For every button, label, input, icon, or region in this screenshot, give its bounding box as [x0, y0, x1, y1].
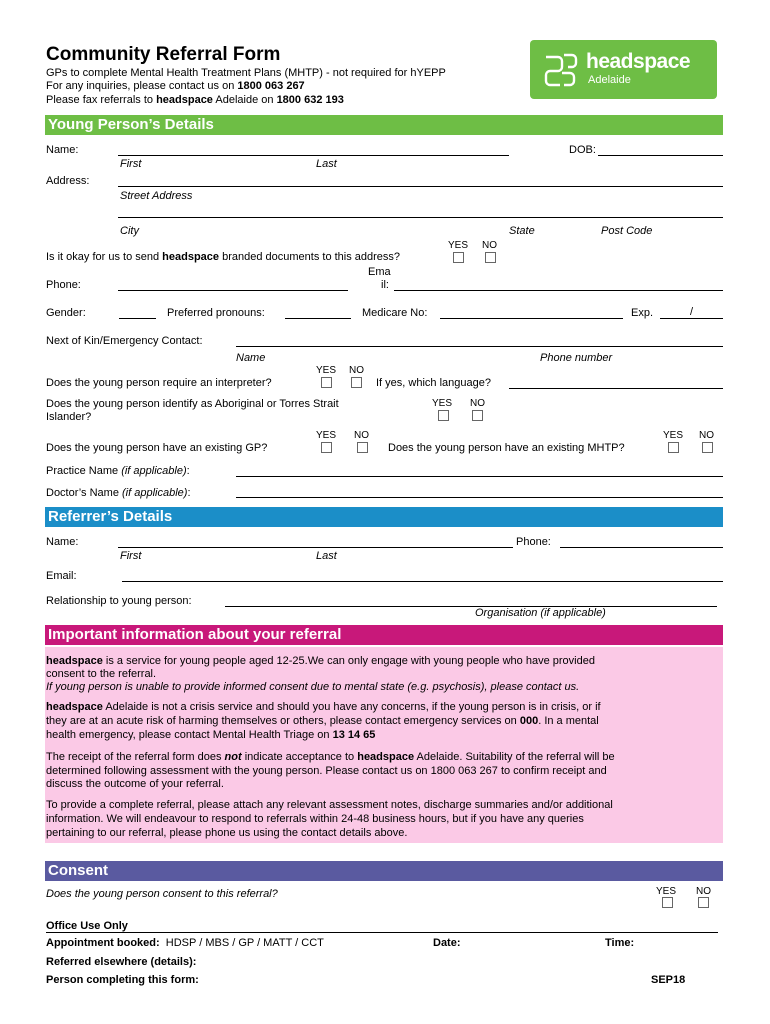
yp-dob-label: DOB: [569, 144, 596, 156]
practice-field[interactable] [236, 476, 723, 477]
nok-field[interactable] [236, 346, 723, 347]
page-title: Community Referral Form [46, 44, 281, 65]
section-young-person: Young Person’s Details [45, 115, 723, 135]
headspace-logo-icon [540, 51, 580, 89]
yp-street-label: Street Address [120, 190, 193, 202]
section-important-info: Important information about your referral [45, 625, 723, 645]
consent-yes-checkbox[interactable] [662, 897, 673, 908]
info-p4-line1: To provide a complete referral, please attach any relevant assessment notes, discharge summaries and/or additional [46, 799, 613, 811]
office-time-label: Time: [605, 937, 635, 949]
office-person-label: Person completing this form: [46, 974, 199, 986]
yp-gender-label: Gender: [46, 307, 86, 319]
ref-name-field[interactable] [118, 547, 513, 548]
info-p4-line2: information. We will endeavour to respond to referrals within 24-48 business hours, but if you have any queries [46, 813, 584, 825]
office-use-title: Office Use Only [46, 920, 128, 932]
gp-yes-checkbox[interactable] [321, 442, 332, 453]
nok-name-label: Name [236, 352, 266, 364]
ref-phone-field[interactable] [560, 547, 723, 548]
atsi-no-label: NO [470, 398, 485, 409]
office-referred-label: Referred elsewhere (details): [46, 956, 197, 968]
info-p2-line1: headspace Adelaide is not a crisis service and should you have any concerns, if the young person is in crisis, or if [46, 701, 601, 713]
interp-yes-label: YES [316, 365, 337, 376]
section-consent: Consent [45, 861, 723, 881]
yp-medicare-field[interactable] [440, 318, 623, 319]
mhtp-yes-checkbox[interactable] [668, 442, 679, 453]
branded-docs-question: Is it okay for us to send headspace branded documents to this address? [46, 251, 401, 263]
ref-phone-label: Phone: [516, 536, 551, 548]
yp-city-label: City [120, 225, 139, 237]
ref-relationship-label: Relationship to young person: [46, 595, 192, 607]
interpreter-question: Does the young person require an interpreter? [46, 377, 272, 389]
yp-email-label-a: Ema [368, 266, 391, 278]
yp-name-label: Name: [46, 144, 79, 156]
consent-yes-label: YES [656, 886, 677, 897]
section-referrer: Referrer’s Details [45, 507, 723, 527]
info-p1-line1: headspace is a service for young people aged 12-25.We can only engage with young people who have provided [46, 655, 595, 667]
branded-no-label: NO [482, 240, 497, 251]
atsi-question-b: Islander? [46, 411, 92, 423]
ref-email-label: Email: [46, 570, 77, 582]
yp-state-label: State [509, 225, 535, 237]
consent-no-checkbox[interactable] [698, 897, 709, 908]
ref-relationship-field[interactable] [225, 606, 717, 607]
yp-email-field[interactable] [394, 290, 723, 291]
yp-pronouns-label: Preferred pronouns: [167, 307, 265, 319]
nok-label: Next of Kin/Emergency Contact: [46, 335, 203, 347]
branded-no-checkbox[interactable] [485, 252, 496, 263]
yp-medicare-label: Medicare No: [362, 307, 428, 319]
gp-no-label: NO [354, 430, 369, 441]
yp-dob-field[interactable] [598, 155, 723, 156]
header-line-2: For any inquiries, please contact us on 1800 063 267 [46, 80, 305, 92]
gp-question: Does the young person have an existing GP? [46, 442, 268, 454]
atsi-yes-label: YES [432, 398, 453, 409]
form-code: SEP18 [651, 974, 686, 986]
consent-question: Does the young person consent to this referral? [46, 888, 278, 900]
practice-label: Practice Name (if applicable): [46, 465, 190, 477]
yp-last-label: Last [316, 158, 337, 170]
mhtp-no-checkbox[interactable] [702, 442, 713, 453]
yp-city-field[interactable] [118, 217, 723, 218]
yp-address-label: Address: [46, 175, 90, 187]
office-appt-row: Appointment booked: HDSP / MBS / GP / MATT / CCT [46, 937, 324, 949]
language-label: If yes, which language? [376, 377, 491, 389]
yp-phone-field[interactable] [118, 290, 348, 291]
language-field[interactable] [509, 388, 723, 389]
yp-gender-field[interactable] [119, 318, 156, 319]
doctor-field[interactable] [236, 497, 723, 498]
info-p1-italic: If young person is unable to provide informed consent due to mental state (e.g. psychosis), please contact us. [46, 681, 580, 693]
branded-yes-checkbox[interactable] [453, 252, 464, 263]
interp-yes-checkbox[interactable] [321, 377, 332, 388]
yp-street-field[interactable] [118, 186, 723, 187]
info-p2-line2: they are at an acute risk of harming themselves or others, please contact emergency services on 000. In a mental [46, 715, 599, 727]
header-line-1: GPs to complete Mental Health Treatment Plans (MHTP) - not required for hYEPP [46, 67, 446, 79]
mhtp-yes-label: YES [663, 430, 684, 441]
ref-email-field[interactable] [122, 581, 723, 582]
header-line-3: Please fax referrals to headspace Adelaide on 1800 632 193 [46, 94, 344, 106]
yp-first-label: First [120, 158, 142, 170]
office-use-rule [46, 932, 718, 933]
headspace-logo [530, 40, 717, 99]
info-p3-line2: determined following assessment with the young person. Please contact us on 1800 063 267 to confirm receipt and [46, 765, 607, 777]
atsi-yes-checkbox[interactable] [438, 410, 449, 421]
atsi-question-a: Does the young person identify as Aboriginal or Torres Strait [46, 398, 339, 410]
info-p2-line3: health emergency, please contact Mental Health Triage on 13 14 65 [46, 729, 376, 741]
info-p1-line2: consent to the referral. [46, 668, 157, 680]
info-p3-line3: discuss the outcome of your referral. [46, 778, 224, 790]
branded-yes-label: YES [448, 240, 469, 251]
yp-email-label-b: il: [381, 279, 389, 291]
yp-exp-label: Exp. [631, 307, 654, 319]
interp-no-label: NO [349, 365, 364, 376]
interp-no-checkbox[interactable] [351, 377, 362, 388]
ref-org-label: Organisation (if applicable) [475, 607, 606, 619]
nok-phone-label: Phone number [540, 352, 613, 364]
gp-yes-label: YES [316, 430, 337, 441]
yp-postcode-label: Post Code [601, 225, 653, 237]
doctor-label: Doctor’s Name (if applicable): [46, 487, 191, 499]
consent-no-label: NO [696, 886, 711, 897]
ref-name-label: Name: [46, 536, 79, 548]
yp-phone-label: Phone: [46, 279, 81, 291]
ref-last-label: Last [316, 550, 337, 562]
ref-first-label: First [120, 550, 142, 562]
logo-subtitle: Adelaide [588, 74, 631, 86]
yp-exp-field[interactable] [660, 318, 723, 319]
mhtp-no-label: NO [699, 430, 714, 441]
atsi-no-checkbox[interactable] [472, 410, 483, 421]
yp-name-field[interactable] [118, 155, 509, 156]
info-p4-line3: pertaining to our referral, please phone us using the contact details above. [46, 827, 408, 839]
yp-exp-slash: / [690, 306, 694, 318]
gp-no-checkbox[interactable] [357, 442, 368, 453]
yp-pronouns-field[interactable] [285, 318, 351, 319]
mhtp-question: Does the young person have an existing MHTP? [388, 442, 625, 454]
logo-wordmark: headspace [586, 50, 691, 73]
info-p3-line1: The receipt of the referral form does not indicate acceptance to headspace Adelaide. Suitability of the referral will be [46, 751, 615, 763]
office-date-label: Date: [433, 937, 461, 949]
